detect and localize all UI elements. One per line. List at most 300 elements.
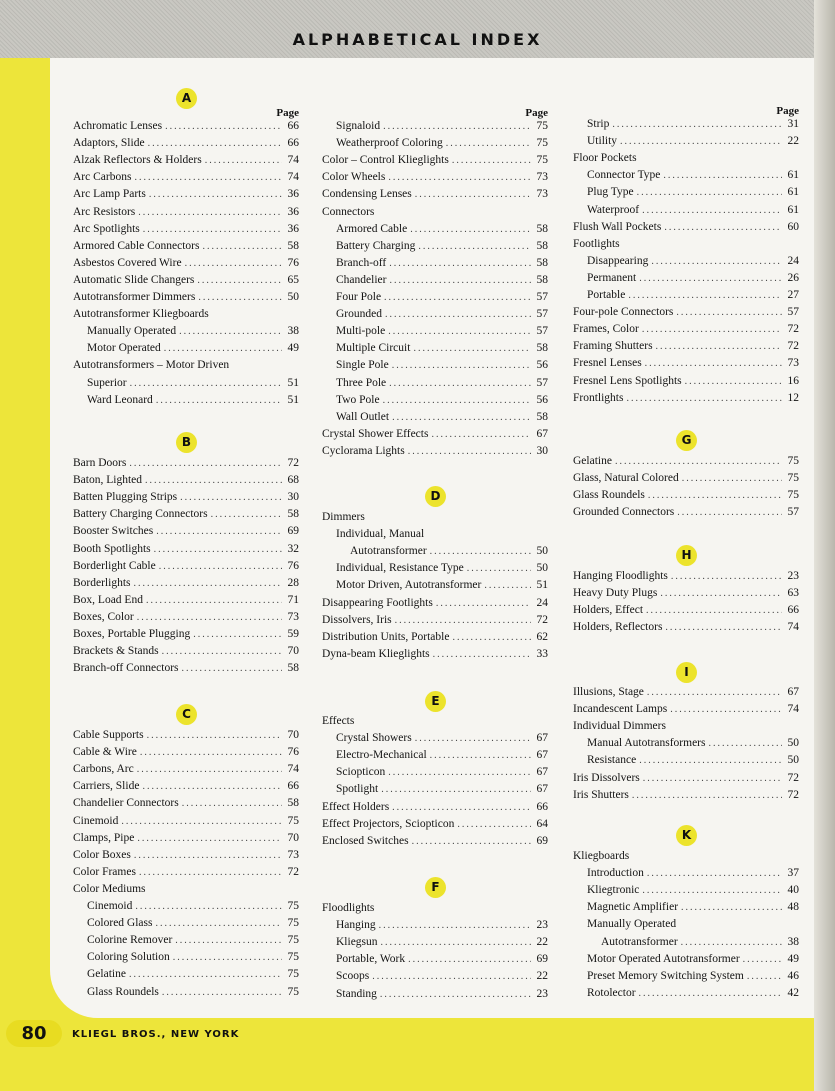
index-entry <box>573 587 799 604</box>
entry-page-number: 33 <box>536 647 548 660</box>
entry-label: Illusions, Stage <box>573 686 644 698</box>
entry-label: Autotransformer Dimmers <box>73 291 196 303</box>
index-entry <box>573 621 799 638</box>
entry-label: Floodlights <box>322 902 375 914</box>
entry-page-number: 58 <box>536 273 548 286</box>
leader-dots <box>433 649 531 660</box>
index-entry <box>322 715 548 732</box>
leader-dots <box>660 588 782 599</box>
index-entry <box>573 357 799 374</box>
index-entry <box>73 729 299 746</box>
leader-dots <box>162 987 282 998</box>
leader-dots <box>173 952 282 963</box>
leader-dots <box>430 750 531 761</box>
entry-page-number: 66 <box>287 780 299 793</box>
entry-label: Cyclorama Lights <box>322 444 405 457</box>
leader-dots <box>156 526 282 537</box>
entry-label: Rotolector <box>587 986 636 999</box>
leader-dots <box>651 256 782 267</box>
index-entry <box>322 597 548 614</box>
entry-label: Baton, Lighted <box>73 474 142 487</box>
entry-label: Standing <box>336 987 377 1000</box>
entry-label: Dimmers <box>322 511 365 523</box>
leader-dots <box>413 343 531 354</box>
index-entry <box>87 377 299 394</box>
entry-page-number: 56 <box>536 393 548 406</box>
index-entry <box>322 631 548 648</box>
entry-page-number: 76 <box>287 256 299 269</box>
entry-page-number: 50 <box>787 754 799 767</box>
entry-label: Autotransformer <box>601 935 678 948</box>
entry-page-number: 32 <box>287 542 299 555</box>
entry-page-number: 60 <box>787 220 799 233</box>
entry-label: Automatic Slide Changers <box>73 273 195 286</box>
entry-label: Floor Pockets <box>573 152 637 165</box>
index-entry <box>587 255 799 272</box>
index-entry <box>573 772 799 789</box>
index-entry <box>87 325 299 342</box>
leader-dots <box>138 207 282 218</box>
entry-page-number: 69 <box>287 525 299 538</box>
page-column-header: Page <box>525 107 548 119</box>
index-entry <box>322 445 548 462</box>
section-letter-b: B <box>176 432 197 453</box>
index-entry <box>336 377 548 394</box>
leader-dots <box>211 509 282 520</box>
index-entry <box>322 835 548 852</box>
index-entry <box>322 818 548 835</box>
leader-dots <box>620 136 782 147</box>
leader-dots <box>646 605 782 616</box>
section-letter-i: I <box>676 662 697 683</box>
leader-dots <box>156 395 282 406</box>
entry-label: Crystal Shower Effects <box>322 427 429 440</box>
leader-dots <box>615 456 782 467</box>
page-column-header: Page <box>276 107 299 119</box>
entry-page-number: 40 <box>787 884 799 897</box>
index-entry <box>322 511 548 528</box>
index-entry <box>73 257 299 274</box>
entry-label: Autotransformers – Motor Driven <box>73 359 230 372</box>
leader-dots <box>647 687 782 698</box>
entry-page-number: 73 <box>287 610 299 623</box>
leader-dots <box>197 275 282 286</box>
index-entry <box>336 749 548 766</box>
index-entry <box>573 570 799 587</box>
leader-dots <box>408 446 531 457</box>
index-entry <box>322 171 548 188</box>
leader-dots <box>383 395 531 406</box>
index-entry <box>73 780 299 797</box>
entry-page-number: 46 <box>787 969 799 982</box>
entry-page-number: 76 <box>287 746 299 759</box>
entry-page-number: 22 <box>536 970 548 983</box>
leader-dots <box>155 918 282 929</box>
leader-dots <box>648 490 782 501</box>
leader-dots <box>129 969 282 980</box>
leader-dots <box>410 224 531 235</box>
leader-dots <box>670 704 782 715</box>
entry-page-number: 61 <box>787 203 799 216</box>
entry-label: Gelatine <box>87 968 126 981</box>
index-entry <box>336 579 548 596</box>
entry-page-number: 57 <box>536 376 548 389</box>
leader-dots <box>137 833 282 844</box>
index-entry <box>336 240 548 257</box>
leader-dots <box>182 798 282 809</box>
entry-label: Permanent <box>587 271 637 284</box>
entry-label: Footlights <box>573 237 620 250</box>
leader-dots <box>709 738 783 749</box>
index-entry <box>73 815 299 832</box>
entry-label: Multi-pole <box>336 325 386 338</box>
index-entry <box>587 289 799 306</box>
section-letter-h: H <box>676 545 697 566</box>
index-column-1 <box>73 0 303 1091</box>
index-entry <box>336 223 548 240</box>
entry-page-number: 58 <box>536 256 548 269</box>
leader-dots <box>148 138 282 149</box>
entry-page-number: 36 <box>287 188 299 201</box>
entry-page-number: 67 <box>536 732 548 745</box>
entry-label: Waterproof <box>587 203 640 216</box>
entry-page-number: 31 <box>787 118 799 130</box>
entry-label: Three Pole <box>336 376 387 389</box>
entry-label: Individual, Manual <box>336 528 425 541</box>
entry-page-number: 49 <box>787 952 799 965</box>
index-entry <box>587 884 799 901</box>
entry-label: Branch-off <box>336 256 387 269</box>
index-entry <box>336 766 548 783</box>
index-entry <box>73 746 299 763</box>
index-entry <box>73 154 299 171</box>
entry-label: Arc Spotlights <box>73 222 140 235</box>
entry-label: Fresnel Lenses <box>573 357 642 370</box>
index-entry <box>573 720 799 737</box>
index-entry <box>73 883 299 900</box>
entry-label: Effect Holders <box>322 800 390 813</box>
entry-label: Kliegboards <box>573 850 630 862</box>
entry-page-number: 50 <box>536 545 548 558</box>
entry-label: Box, Load End <box>73 593 143 606</box>
entry-label: Dyna-beam Klieglights <box>322 647 430 660</box>
entry-label: Kliegtronic <box>587 884 640 897</box>
entry-page-number: 23 <box>536 919 548 932</box>
entry-label: Framing Shutters <box>573 340 653 353</box>
entry-label: Scoops <box>336 970 370 983</box>
entry-page-number: 75 <box>287 900 299 912</box>
index-entry <box>73 171 299 188</box>
index-entry <box>573 789 799 806</box>
leader-dots <box>484 580 531 591</box>
index-entry <box>587 169 799 186</box>
index-entry <box>336 988 548 1005</box>
page-number-badge: 80 <box>6 1020 62 1047</box>
entry-label: Portable <box>587 289 626 301</box>
entry-page-number: 56 <box>536 359 548 372</box>
leader-dots <box>149 189 282 200</box>
entry-label: Manual Autotransformers <box>587 737 706 750</box>
index-entry <box>587 953 799 970</box>
entry-label: Grounded Connectors <box>573 506 675 519</box>
entry-page-number: 75 <box>287 985 299 998</box>
leader-dots <box>663 170 782 181</box>
entry-page-number: 75 <box>787 489 799 502</box>
index-entry <box>73 797 299 814</box>
index-entry <box>573 340 799 357</box>
entry-page-number: 70 <box>287 645 299 658</box>
index-entry <box>73 474 299 491</box>
entry-label: Disappearing <box>587 254 649 267</box>
entry-label: Color Wheels <box>322 171 386 184</box>
leader-dots <box>457 819 531 830</box>
entry-page-number: 23 <box>787 570 799 582</box>
index-entry <box>587 970 799 987</box>
entry-page-number: 26 <box>787 271 799 284</box>
leader-dots <box>408 954 531 965</box>
entry-label: Strip <box>587 118 610 130</box>
entry-label: Superior <box>87 376 127 389</box>
leader-dots <box>182 663 283 674</box>
index-entry <box>73 560 299 577</box>
entry-page-number: 38 <box>287 325 299 338</box>
index-entry <box>573 323 799 340</box>
entry-label: Colored Glass <box>87 917 153 930</box>
leader-dots <box>681 902 782 913</box>
entry-page-number: 73 <box>536 188 548 201</box>
entry-page-number: 75 <box>787 455 799 467</box>
index-entry <box>336 257 548 274</box>
index-entry <box>322 801 548 818</box>
entry-label: Glass, Natural Colored <box>573 472 679 485</box>
entry-page-number: 12 <box>787 391 799 404</box>
leader-dots <box>392 412 531 423</box>
index-entry <box>87 394 299 411</box>
leader-dots <box>165 121 282 132</box>
index-entry <box>73 291 299 308</box>
leader-dots <box>632 790 782 801</box>
entry-page-number: 72 <box>787 788 799 801</box>
entry-label: Cable & Wire <box>73 746 137 759</box>
entry-label: Cable Supports <box>73 729 144 741</box>
entry-page-number: 24 <box>787 254 799 267</box>
leader-dots <box>134 172 282 183</box>
entry-page-number: 58 <box>287 239 299 252</box>
index-entry <box>573 686 799 703</box>
entry-label: Arc Carbons <box>73 171 132 184</box>
entry-page-number: 49 <box>287 342 299 355</box>
leader-dots <box>392 360 531 371</box>
entry-label: Spotlight <box>336 783 379 796</box>
leader-dots <box>681 937 782 948</box>
leader-dots <box>643 773 782 784</box>
entry-label: Flush Wall Pockets <box>573 220 662 233</box>
entry-page-number: 76 <box>287 559 299 572</box>
entry-page-number: 72 <box>536 613 548 626</box>
entry-label: Portable, Work <box>336 953 406 966</box>
entry-page-number: 51 <box>287 376 299 389</box>
entry-page-number: 23 <box>536 987 548 1000</box>
entry-label: Effect Projectors, Sciopticon <box>322 817 455 830</box>
entry-page-number: 59 <box>287 628 299 640</box>
entry-page-number: 67 <box>536 766 548 779</box>
leader-dots <box>671 571 782 582</box>
entry-label: Achromatic Lenses <box>73 120 163 132</box>
entry-label: Hanging <box>336 919 376 932</box>
entry-page-number: 50 <box>787 737 799 750</box>
leader-dots <box>628 290 782 301</box>
index-entry <box>573 306 799 323</box>
index-entry <box>573 221 799 238</box>
entry-label: Sciopticon <box>336 766 386 779</box>
leader-dots <box>185 258 282 269</box>
index-entry <box>587 737 799 754</box>
leader-dots <box>415 189 531 200</box>
entry-label: Color Frames <box>73 865 136 878</box>
entry-label: Holders, Reflectors <box>573 621 663 634</box>
entry-page-number: 75 <box>287 934 299 947</box>
entry-label: Resistance <box>587 754 637 767</box>
index-entry <box>73 188 299 205</box>
entry-label: Batten Plugging Strips <box>73 491 178 504</box>
entry-label: Borderlights <box>73 576 131 589</box>
index-entry <box>87 934 299 951</box>
leader-dots <box>142 781 282 792</box>
leader-dots <box>130 378 282 389</box>
entry-page-number: 58 <box>536 239 548 252</box>
entry-label: Distribution Units, Portable <box>322 630 450 643</box>
leader-dots <box>676 307 782 318</box>
entry-page-number: 75 <box>787 472 799 485</box>
index-entry <box>573 489 799 506</box>
leader-dots <box>418 241 531 252</box>
entry-label: Enclosed Switches <box>322 834 409 847</box>
index-entry <box>73 662 299 679</box>
entry-label: Armored Cable <box>336 222 408 235</box>
entry-label: Condensing Lenses <box>322 188 412 201</box>
entry-label: Carriers, Slide <box>73 780 140 793</box>
section-letter-a: A <box>176 88 197 109</box>
index-entry <box>587 204 799 221</box>
index-entry <box>87 917 299 934</box>
entry-label: Booth Spotlights <box>73 542 151 555</box>
entry-label: Plug Type <box>587 186 634 199</box>
section-letter-g: G <box>676 430 697 451</box>
entry-label: Motor Operated Autotransformer <box>587 952 740 965</box>
index-entry <box>73 628 299 645</box>
entry-label: Gelatine <box>573 455 612 467</box>
entry-page-number: 74 <box>287 154 299 167</box>
entry-page-number: 63 <box>787 587 799 600</box>
leader-dots <box>395 615 531 626</box>
entry-page-number: 75 <box>536 137 548 150</box>
index-entry <box>587 987 799 1004</box>
index-entry <box>587 901 799 918</box>
entry-label: Wall Outlet <box>336 410 390 423</box>
index-entry <box>73 645 299 662</box>
entry-label: Barn Doors <box>73 457 127 469</box>
entry-label: Effects <box>322 715 355 727</box>
leader-dots <box>154 544 282 555</box>
entry-page-number: 68 <box>287 474 299 487</box>
entry-label: Fresnel Lens Spotlights <box>573 374 682 387</box>
entry-page-number: 50 <box>287 291 299 303</box>
index-entry <box>73 866 299 883</box>
section-letter-c: C <box>176 704 197 725</box>
leader-dots <box>372 971 531 982</box>
section-letter-f: F <box>425 877 446 898</box>
entry-page-number: 67 <box>787 686 799 698</box>
index-entry <box>336 953 548 970</box>
index-entry <box>73 525 299 542</box>
entry-page-number: 72 <box>287 865 299 878</box>
index-entry <box>587 186 799 203</box>
index-entry <box>573 238 799 255</box>
entry-label: Crystal Showers <box>336 732 412 745</box>
index-entry <box>573 703 799 720</box>
index-entry <box>73 508 299 525</box>
index-entry <box>87 900 299 917</box>
index-entry <box>336 970 548 987</box>
leader-dots <box>121 816 282 827</box>
entry-label: Individual Dimmers <box>573 720 666 733</box>
index-entry <box>322 154 548 171</box>
leader-dots <box>205 155 282 166</box>
leader-dots <box>389 258 531 269</box>
entry-page-number: 75 <box>287 814 299 827</box>
index-entry <box>336 291 548 308</box>
page-title: ALPHABETICAL INDEX <box>292 30 543 49</box>
index-entry <box>73 832 299 849</box>
entry-label: Holders, Effect <box>573 604 644 617</box>
entry-page-number: 69 <box>536 953 548 966</box>
index-entry <box>87 951 299 968</box>
leader-dots <box>137 612 282 623</box>
index-entry <box>587 135 799 152</box>
entry-page-number: 58 <box>287 662 299 675</box>
entry-label: Carbons, Arc <box>73 763 134 776</box>
entry-page-number: 66 <box>536 800 548 813</box>
entry-label: Dissolvers, Iris <box>322 613 392 626</box>
index-entry <box>336 120 548 137</box>
entry-label: Heavy Duty Plugs <box>573 587 658 600</box>
entry-label: Color – Control Klieglights <box>322 154 449 167</box>
entry-page-number: 24 <box>536 596 548 609</box>
entry-page-number: 75 <box>536 154 548 167</box>
entry-page-number: 58 <box>536 222 548 235</box>
entry-label: Battery Charging <box>336 239 416 252</box>
index-entry <box>73 577 299 594</box>
leader-dots <box>639 273 782 284</box>
entry-label: Two Pole <box>336 393 380 406</box>
entry-label: Introduction <box>587 867 644 880</box>
entry-label: Color Mediums <box>73 882 146 895</box>
index-entry <box>573 392 799 409</box>
entry-label: Utility <box>587 135 618 148</box>
leader-dots <box>180 492 282 503</box>
index-entry <box>322 206 548 223</box>
entry-label: Manually Operated <box>587 918 677 931</box>
entry-page-number: 61 <box>787 169 799 182</box>
entry-page-number: 73 <box>287 848 299 861</box>
entry-label: Coloring Solution <box>87 951 170 964</box>
leader-dots <box>143 224 282 235</box>
leader-dots <box>467 563 531 574</box>
leader-dots <box>436 598 531 609</box>
entry-page-number: 75 <box>287 917 299 930</box>
entry-label: Chandelier <box>336 273 387 286</box>
entry-page-number: 73 <box>787 357 799 370</box>
